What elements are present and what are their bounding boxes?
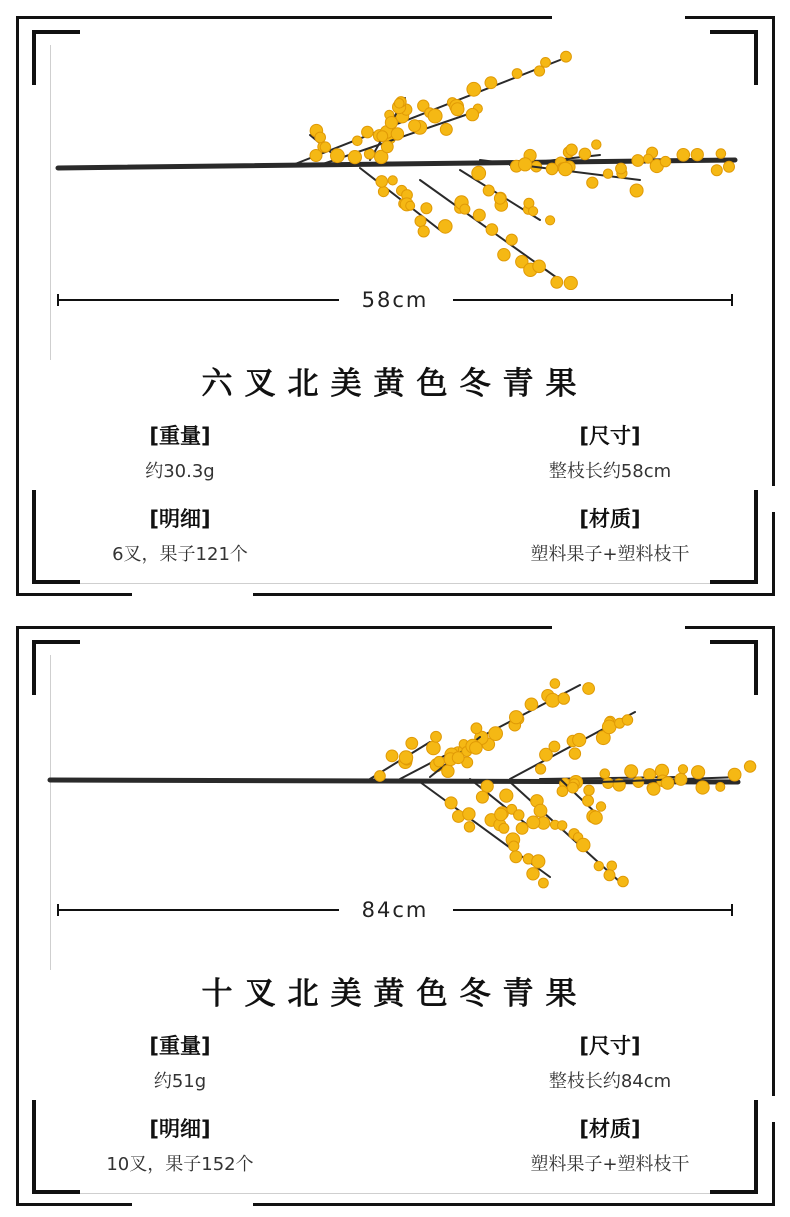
spec-weight <box>50 1030 310 1093</box>
frame-top-right <box>685 16 775 19</box>
spec-material-heading: [材质] <box>579 507 641 531</box>
corner-tl-h <box>32 640 80 644</box>
berry <box>558 693 569 704</box>
spec-size-value: 整枝长约58cm <box>548 461 672 482</box>
berry <box>472 166 486 180</box>
berry <box>583 795 594 806</box>
berry <box>481 780 493 792</box>
length-label: 58cm <box>361 288 429 312</box>
berry <box>604 870 615 881</box>
berry <box>510 851 522 863</box>
berry <box>644 769 656 781</box>
berry <box>587 177 598 188</box>
corner-br-v <box>754 490 758 584</box>
spec-material <box>480 503 740 566</box>
spec-size <box>480 1030 740 1093</box>
frame-bottom-right <box>253 1203 775 1206</box>
berry <box>536 764 546 774</box>
corner-br-h <box>710 580 758 584</box>
berry <box>541 58 551 68</box>
spec-size <box>480 420 740 483</box>
berry <box>483 185 494 196</box>
frame-top-left <box>16 626 552 629</box>
berry <box>514 810 524 820</box>
berry <box>632 155 644 167</box>
berry <box>660 156 670 166</box>
measure-tick-right <box>731 904 733 916</box>
berry <box>573 733 586 746</box>
corner-bl-h <box>32 1190 80 1194</box>
berry <box>406 201 415 210</box>
frame-right-top <box>772 16 775 486</box>
berry <box>525 698 538 711</box>
frame-top-right <box>685 626 775 629</box>
berry <box>603 169 612 178</box>
berry <box>434 756 445 767</box>
berry <box>534 804 547 817</box>
measure-tick-right <box>731 294 733 306</box>
corner-bl-v <box>32 490 36 584</box>
berry <box>550 679 560 689</box>
berry <box>509 841 519 851</box>
spec-detail-heading: [明细] <box>149 507 211 531</box>
berry <box>677 149 690 162</box>
frame-bottom-left <box>16 1203 132 1206</box>
spec-detail <box>50 503 310 566</box>
berry <box>577 838 590 851</box>
berry <box>527 816 540 829</box>
berry <box>385 117 397 129</box>
berry <box>603 778 614 789</box>
berry <box>744 761 755 772</box>
berry <box>711 165 722 176</box>
spec-detail-value: 6叉，果子121个 <box>112 544 248 565</box>
spec-weight-value: 约51g <box>153 1071 207 1092</box>
product-card-six-fork <box>0 0 790 600</box>
berry <box>378 187 388 197</box>
measure-line-right <box>453 299 733 301</box>
berry <box>594 861 603 870</box>
berry <box>348 151 361 164</box>
berry <box>569 748 580 759</box>
berry <box>549 741 560 752</box>
berry <box>460 204 470 214</box>
frame-right-bottom <box>772 1122 775 1206</box>
berry <box>622 715 632 725</box>
berry <box>559 162 573 176</box>
berry <box>579 148 591 160</box>
corner-br-h <box>710 1190 758 1194</box>
spec-weight-heading: [重量] <box>149 424 211 448</box>
berry <box>678 765 687 774</box>
product-title: 十叉北美黄色冬青果 <box>201 976 589 1012</box>
berry <box>618 876 629 887</box>
berry <box>376 176 388 188</box>
frame-bottom-left <box>16 593 132 596</box>
berry <box>647 783 660 796</box>
berry <box>375 771 386 782</box>
berry <box>445 797 457 809</box>
spec-weight <box>50 420 310 483</box>
berry <box>391 128 403 140</box>
product-title: 六叉北美黄色冬青果 <box>201 366 589 402</box>
berry <box>696 781 709 794</box>
berry <box>596 802 605 811</box>
berry <box>421 203 432 214</box>
berry <box>551 276 563 288</box>
berry <box>557 786 568 797</box>
berry <box>567 782 578 793</box>
spec-size-heading: [尺寸] <box>579 424 641 448</box>
berry <box>716 782 725 791</box>
berry <box>494 193 505 204</box>
berry <box>381 141 393 153</box>
berry <box>510 711 523 724</box>
length-measure <box>57 900 733 920</box>
berry <box>394 99 404 109</box>
berry <box>633 777 644 788</box>
berry <box>386 750 398 762</box>
berry <box>377 131 388 142</box>
berry <box>724 161 735 172</box>
berry <box>546 163 558 175</box>
berry <box>527 868 539 880</box>
berry <box>467 82 481 96</box>
frame-right-bottom <box>772 512 775 596</box>
holly-branch-image-ten-fork <box>40 667 760 917</box>
berry <box>442 765 454 777</box>
berry <box>534 66 544 76</box>
berry <box>539 878 549 888</box>
product-card-ten-fork <box>0 612 790 1212</box>
berry <box>546 216 555 225</box>
berry <box>451 103 464 116</box>
berry <box>675 773 687 785</box>
spec-material-value: 塑料果子+塑料枝干 <box>530 544 690 565</box>
spec-material-value: 塑料果子+塑料枝干 <box>530 1154 690 1175</box>
berry <box>546 693 560 707</box>
spec-weight-heading: [重量] <box>149 1034 211 1058</box>
berry <box>512 69 522 79</box>
berry <box>498 249 510 261</box>
berry <box>427 741 441 755</box>
berry <box>592 140 601 149</box>
frame-top-left <box>16 16 552 19</box>
berry <box>529 207 538 216</box>
berry <box>418 226 429 237</box>
berry <box>630 184 643 197</box>
berry <box>532 855 545 868</box>
berry <box>600 769 610 779</box>
berry <box>388 176 397 185</box>
berry <box>439 220 453 234</box>
berry <box>607 861 617 871</box>
berry <box>495 808 508 821</box>
inner-line-bottom <box>80 583 710 584</box>
spec-detail-value: 10叉，果子152个 <box>106 1154 254 1175</box>
berry <box>331 149 345 163</box>
spec-detail <box>50 1113 310 1176</box>
branch-stem <box>360 168 440 230</box>
holly-branch-image-six-fork <box>40 40 760 290</box>
berry <box>616 163 627 174</box>
berry <box>364 149 374 159</box>
corner-tr-h <box>710 30 758 34</box>
berry <box>602 720 616 734</box>
corner-tr-h <box>710 640 758 644</box>
frame-left <box>16 16 19 596</box>
corner-tl-v <box>32 30 36 85</box>
berry <box>561 51 572 62</box>
berry <box>489 727 503 741</box>
berry <box>353 136 363 146</box>
berry <box>519 158 532 171</box>
corner-br-v <box>754 1100 758 1194</box>
berry <box>428 109 442 123</box>
corner-bl-h <box>32 580 80 584</box>
measure-line-right <box>453 909 733 911</box>
length-label: 84cm <box>361 898 429 922</box>
berry <box>516 823 528 835</box>
length-measure <box>57 290 733 310</box>
berry <box>320 142 330 152</box>
berry <box>625 765 638 778</box>
spec-weight-value: 约30.3g <box>145 461 215 482</box>
berry <box>440 123 452 135</box>
berry <box>558 821 567 830</box>
berry <box>463 808 475 820</box>
berry <box>362 126 374 138</box>
berry <box>486 224 498 236</box>
berry <box>589 811 602 824</box>
berry <box>310 150 322 162</box>
berry <box>409 120 421 132</box>
berry <box>415 216 426 227</box>
berry <box>473 209 485 221</box>
berry <box>691 149 703 161</box>
berry <box>692 766 705 779</box>
berry <box>452 752 464 764</box>
berry <box>499 823 509 833</box>
berry <box>315 132 326 143</box>
berry <box>476 791 488 803</box>
berry <box>466 108 478 120</box>
corner-tl-v <box>32 640 36 695</box>
berry <box>533 260 546 273</box>
berry <box>399 751 412 764</box>
berry <box>661 777 674 790</box>
frame-right-top <box>772 626 775 1096</box>
spec-size-value: 整枝长约84cm <box>548 1071 672 1092</box>
berry <box>716 149 726 159</box>
berry <box>471 723 482 734</box>
berry <box>406 737 418 749</box>
berry <box>506 234 517 245</box>
berry <box>464 822 474 832</box>
berry <box>566 144 577 155</box>
corner-tl-h <box>32 30 80 34</box>
frame-left <box>16 626 19 1206</box>
corner-bl-v <box>32 1100 36 1194</box>
berry <box>431 731 442 742</box>
berry <box>728 768 741 781</box>
inner-line-bottom <box>80 1193 710 1194</box>
berry <box>583 683 595 695</box>
spec-detail-heading: [明细] <box>149 1117 211 1141</box>
frame-bottom-right <box>253 593 775 596</box>
spec-material <box>480 1113 740 1176</box>
berry <box>500 789 513 802</box>
spec-size-heading: [尺寸] <box>579 1034 641 1058</box>
berry <box>584 785 594 795</box>
spec-material-heading: [材质] <box>579 1117 641 1141</box>
berry <box>470 742 483 755</box>
berry <box>485 77 497 89</box>
